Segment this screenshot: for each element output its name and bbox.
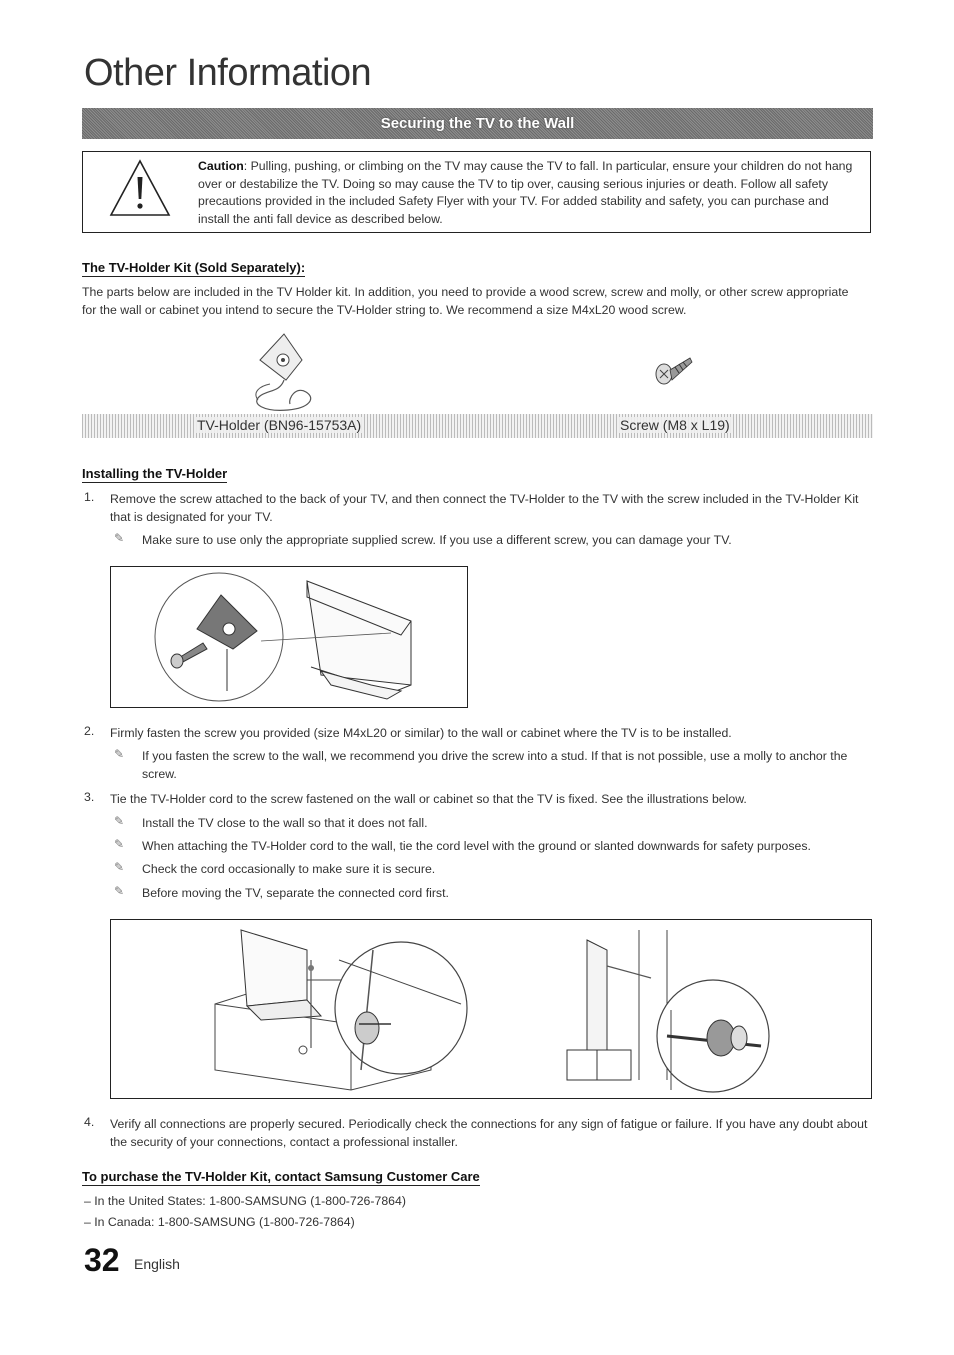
note-pencil-icon: ✎ bbox=[114, 531, 125, 545]
tv-back-illustration bbox=[111, 567, 467, 707]
step-note: Check the cord occasionally to make sure it is secure. bbox=[142, 862, 436, 876]
note-pencil-icon: ✎ bbox=[114, 884, 125, 898]
tv-holder-icon bbox=[240, 326, 330, 414]
caution-label: Caution bbox=[198, 159, 244, 173]
caution-body: : Pulling, pushing, or climbing on the TV may cause the TV to fall. In particular, ensure your children do not hang over or destabilize the TV. Doing so may cause the TV to tip over, causing serious injuries or death. Follow all safety precautions provided in the included Safety Flyer with your TV. For added stability and safety, you can purchase and install the anti fall device as described below. bbox=[198, 159, 853, 226]
kit-heading: The TV-Holder Kit (Sold Separately): bbox=[82, 260, 306, 275]
kit-description: The parts below are included in the TV Holder kit. In addition, you need to provide a wood screw, screw and molly, or other screw appropriate for the wall or cabinet you intend to secure the TV-Holder string to. We recommend a size M4xL20 wood screw. bbox=[82, 285, 849, 317]
note-pencil-icon: ✎ bbox=[114, 860, 125, 874]
step-note: Make sure to use only the appropriate supplied screw. If you use a different screw, you can damage your TV. bbox=[142, 533, 732, 547]
step-text: Firmly fasten the screw you provided (size M4xL20 or similar) to the wall or cabinet where the TV is to be installed. bbox=[110, 726, 732, 740]
note-pencil-icon: ✎ bbox=[114, 837, 125, 851]
screw-icon bbox=[650, 352, 696, 388]
step-note: If you fasten the screw to the wall, we recommend you drive the screw into a stud. If that is not possible, use a molly to anchor the screw. bbox=[142, 749, 848, 781]
step-text: Remove the screw attached to the back of your TV, and then connect the TV-Holder to the TV with the screw included in the TV-Holder Kit that is designated for your TV. bbox=[110, 492, 859, 524]
tv-tied-to-wall-illustration bbox=[111, 920, 871, 1098]
install-heading: Installing the TV-Holder bbox=[82, 466, 228, 481]
step-number: 1. bbox=[84, 490, 95, 504]
step-number: 4. bbox=[84, 1115, 95, 1129]
note-pencil-icon: ✎ bbox=[114, 747, 125, 761]
purchase-heading: To purchase the TV-Holder Kit, contact Samsung Customer Care bbox=[82, 1169, 480, 1184]
part-label-screw: Screw (M8 x L19) bbox=[617, 417, 733, 433]
contact-canada: – In Canada: 1-800-SAMSUNG (1-800-726-7864) bbox=[84, 1215, 355, 1229]
contact-us: – In the United States: 1-800-SAMSUNG (1-800-726-7864) bbox=[84, 1194, 406, 1208]
part-label-tv-holder: TV-Holder (BN96-15753A) bbox=[194, 417, 364, 433]
caution-text bbox=[198, 158, 858, 228]
step-note: Install the TV close to the wall so that it does not fall. bbox=[142, 816, 428, 830]
step-note: When attaching the TV-Holder cord to the wall, tie the cord level with the ground or slanted downwards for safety purposes. bbox=[142, 839, 811, 853]
step-text: Tie the TV-Holder cord to the screw fastened on the wall or cabinet so that the TV is fixed. See the illustrations below. bbox=[110, 792, 747, 806]
page-title: Other Information bbox=[84, 52, 372, 94]
section-title: Securing the TV to the Wall bbox=[380, 115, 575, 132]
step-number: 3. bbox=[84, 790, 95, 804]
note-pencil-icon: ✎ bbox=[114, 814, 125, 828]
warning-triangle-icon bbox=[107, 157, 173, 219]
page-language: English bbox=[134, 1256, 180, 1272]
step-note: Before moving the TV, separate the connected cord first. bbox=[142, 886, 449, 900]
page-number: 32 bbox=[84, 1242, 120, 1278]
step-text: Verify all connections are properly secured. Periodically check the connections for any sign of fatigue or failure. If you have any doubt about the security of your connections, contact a professional installer. bbox=[110, 1117, 868, 1149]
step-number: 2. bbox=[84, 724, 95, 738]
section-header bbox=[82, 108, 873, 139]
